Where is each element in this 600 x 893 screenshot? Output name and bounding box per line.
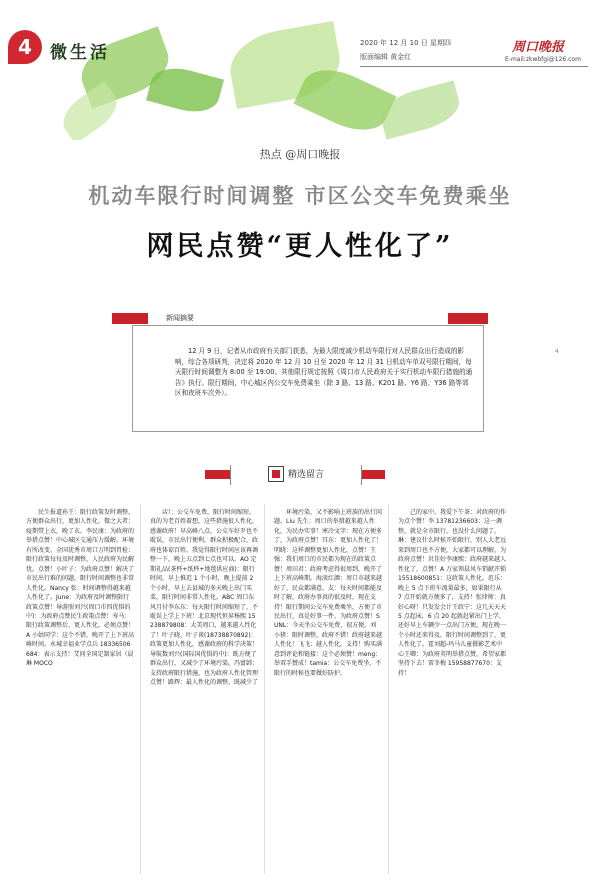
comment-column: [274, 508, 382, 678]
comment-column-text: 民生报道孙王：限行政策发时调整，方便群众出行，更加人性化。微之大者：疫期带上衣，晚了衣。李民康：为政府的举措点赞！中心城区交通压力缓解，环境有所改变。全国优秀市周口万明到胃检：限行政策每每及时调整，人民政府为民解忧，点赞！小叶子：为政府点赞！解决了市民出行难的问题，限行时间调整也非常人性化。Nancy 张：时间调整得越来越人性化了。June：为政府及时调整限行政策点赞！导游照刘兴(周口市四优惧的中)：为政府点赞民生政策点赞！寿马：限行政策调整后，更人性化，必须点赞！A 小姑同学：这个不错，晚开了上下班高峰时间。永城幸福业学点兵 18336506684：表示支持！艾问全国定制家居（晨琳 MOCO: [26, 509, 135, 668]
news-bar-right: [448, 313, 488, 324]
hero-banner: [0, 0, 600, 140]
comment-column: [150, 508, 258, 688]
hot-label: 热点 @周口晚报: [259, 148, 341, 161]
square-icon: [268, 466, 284, 482]
paper-logo: 周口晚报: [512, 40, 565, 55]
section-title: 微生活: [50, 43, 110, 63]
header-divider: [360, 66, 588, 67]
news-digest-label: 新闻摘要: [148, 311, 448, 326]
leaf-decoration: [376, 80, 464, 139]
side-mark: 4: [555, 348, 559, 355]
column-rule: [264, 504, 265, 874]
headline-secondary: 机动车限行时间调整 市区公交车免费乘坐: [88, 183, 512, 208]
column-rule: [388, 504, 389, 874]
editor-line: 版面编辑 黄金红: [360, 53, 412, 61]
comment-column-text: 店）：公交车免费，限行时间缩短，真的为老百姓着想，这些措施很人性化，感谢政府！早高峰八点，公交车好歹也不耽误，市民出行便利，群众积极配合，政府也体谅百姓。我觉得限行时间应该再调整一下，晚上五点到七点也可以。AO 定期礼品(茶杯+纸杯+地毯供应商)：限行时间，早上推迟 1 个小时，晚上提前 2 个小时，早上去县城的多天晚上出门买菜，限行时间非常人性化。ABC 周口东风月付李东东：每天限行时间缩短了，不耽误上学上下班！北京现代恒昇杨熙 15238879808：大美周口，越来越人性化了！叶子晓、叶子谈(18738870892)：政策更加人性化，感谢政府的科学决策！导航数刘兴(国际国优惧的中)：既方便了群众出行，又减少了环境污染。冯富韩：支持政府限行措施，也为政府人性化管理点赞！路辉：最人性化的调整，既减少了: [150, 509, 259, 687]
comment-column: [26, 508, 134, 669]
news-digest-body: 12 月 9 日，记者从市政府有关部门获悉，为最大限度减少机动车限行对人民群众出行造成的影响，综合各项研判，决定将 2020 年 12 月 10 日至 2020 年 12 月 31 日机动车单双号限行期间，每天限行时间调整为 8:00 至 19:00。其他限行规定按照《周口市人民政府关于实行机动车限行措施的通告》执行。限行期间，中心城区内公交车免费乘坐（除 3 路、13 路、K201 路、Y6 路、Y36 路等郊区和夜班车次外）。: [175, 347, 473, 397]
comment-column: [398, 508, 506, 678]
email-line: E-mail:zkwbfgi@126.com: [505, 56, 581, 63]
comments-header-label: 精选留言: [287, 470, 324, 480]
headline-main: 网民点赞“更人性化了”: [146, 231, 454, 262]
page-number: 4: [8, 30, 42, 64]
comment-column-text: 环境污染，又不影响上班族的出行问题。Liu 先生：周口的举措越来越人性化，为民办实事！寒冷文字：现在方便多了，为政府点赞！耳东：更加人性化了！明晓：这样调整更加人性化，点赞！王强：我们周口的市民都为现在的政策点赞！周田君：政府考虑得很周到，晚开了上下班高峰期。海淡红颜：周口市越来越好了，民众都满意。友：每天时间都能及时了解，政府办事真的很及时，现在支持！限行期间公交车免费乘坐，方便了市民出行，真是好事一件，为政府点赞！SUNL：今天坐公交车免费，很方便。刘小猪：限时调整，政府不错！政府越来越人性化！飞飞：越人性化，支持！购买满意到评论和链接：这个必须赞！meng：举双手赞成！tamia：公交车免费坐，不限行的时候也要做好防护。: [274, 509, 383, 677]
news-bar-left: [112, 313, 152, 324]
comments-header: [230, 465, 362, 485]
column-rule: [140, 504, 141, 874]
comment-column-text: 己的家中。我爱下午茶：对政府的作为点个赞！李 13781236603：这一调整，就是全市限行，也没什么问题了。琳：建议什么时候开始限行，别人大老远来到周口也不方便，大家都可以理解，为政府点赞！贝佳好李康熙：政府越来越人性化了，点赞！A 万家领晨风车销献开锁 15518600851：这政策人性化。范乐：晚上 5 点下班车流量最多，如果限行从 7 点开始就方便多了，支持！张律师：真好心呀！只发发会计王政宁：这几天天天 5 点起床，6 点 20 起就赶紧出门上学，还好早上车辆少一点出门方便，现在晚一个小时还来得及，限行时间调整到了，更人性化了。霍刘超-玛马儿童摄影艺术中心王卿：为政府英明举措点赞，希望家都坚持下去！雷冬梅 15958877670：支持！: [398, 509, 507, 677]
date-line: 2020 年 12 月 10 日 星期四: [360, 39, 451, 47]
